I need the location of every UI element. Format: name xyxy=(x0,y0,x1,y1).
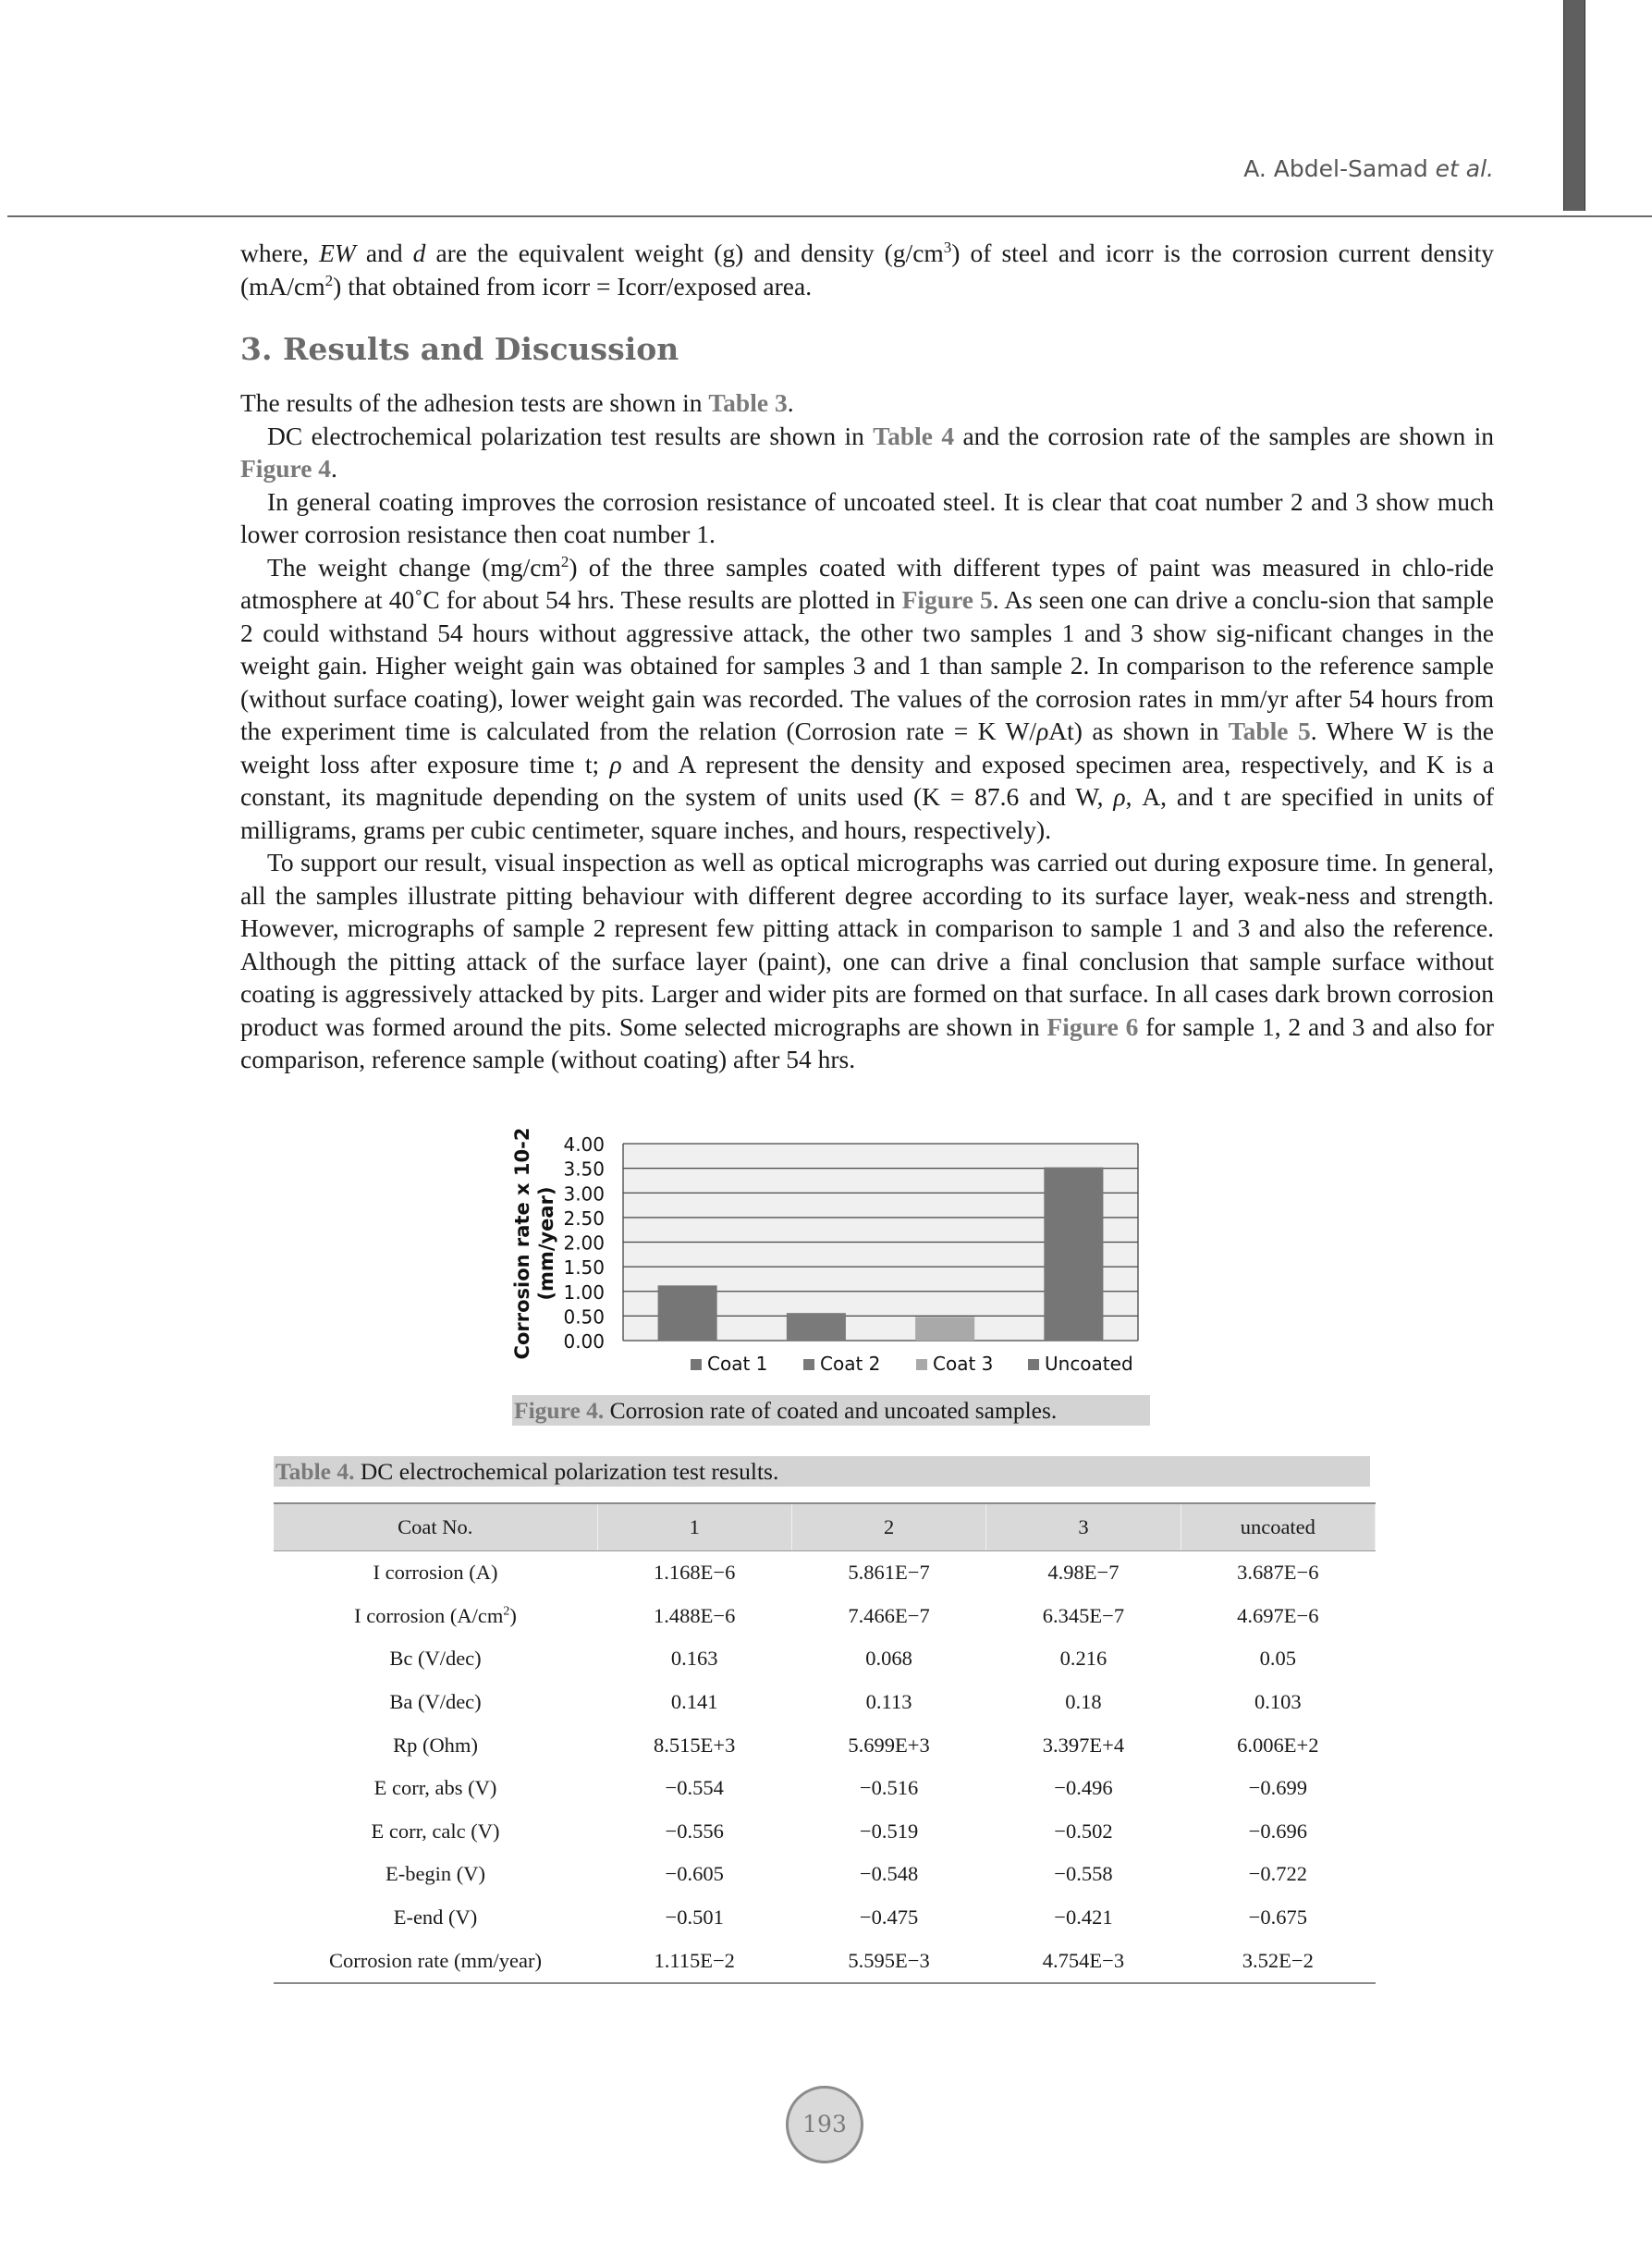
table-cell: 4.697E−6 xyxy=(1237,1603,1319,1627)
chart-gridlines xyxy=(623,1144,1138,1341)
table-cell: −0.475 xyxy=(859,1905,919,1930)
chart-ylabel-line1: Corrosion rate x 10-2 xyxy=(511,1127,533,1360)
table-cell: 0.216 xyxy=(1059,1647,1107,1671)
legend-swatch xyxy=(691,1359,702,1370)
legend-label: Coat 1 xyxy=(707,1353,768,1375)
table-cell: 0.163 xyxy=(670,1647,718,1671)
chart-y-tick-label: 4.00 xyxy=(563,1133,605,1156)
intro-paragraph-block xyxy=(240,237,1494,302)
column-header: uncoated xyxy=(1181,1503,1375,1551)
table-cell: 4.98E−7 xyxy=(1047,1561,1120,1585)
row-label: Bc (V/dec) xyxy=(389,1647,482,1671)
row-label: E corr, calc (V) xyxy=(371,1819,500,1843)
table-cell: 5.595E−3 xyxy=(791,1939,985,1983)
table-cell: −0.501 xyxy=(665,1905,724,1930)
table-cell: −0.421 xyxy=(1054,1905,1113,1930)
table-cell: 0.113 xyxy=(865,1690,912,1714)
table-cell: 4.754E−3 xyxy=(986,1939,1181,1983)
table-4-link[interactable]: Table 4 xyxy=(873,421,955,450)
row-label: E-begin (V) xyxy=(385,1862,486,1886)
page-number-badge: 193 xyxy=(786,2086,863,2163)
chart-ylabel-line2: (mm/year) xyxy=(535,1186,557,1301)
table-cell: −0.722 xyxy=(1248,1862,1307,1886)
table-cell: −0.605 xyxy=(665,1862,724,1886)
chart-y-tick-label: 2.00 xyxy=(563,1231,605,1255)
chart-y-tick-label: 1.00 xyxy=(563,1280,605,1304)
chart-bar-coat-3 xyxy=(915,1317,974,1341)
table-row xyxy=(274,1595,1376,1638)
figure-4-caption: Figure 4. Corrosion rate of coated and uncoated samples. xyxy=(512,1395,1150,1426)
figure-4-link[interactable]: Figure 4 xyxy=(240,454,332,483)
table-cell: 3.52E−2 xyxy=(1181,1939,1375,1983)
legend-label: Uncoated xyxy=(1045,1353,1133,1375)
paragraph-adhesion: The results of the adhesion tests are shown in Table 3. xyxy=(240,388,794,417)
section-heading: 3. Results and Discussion xyxy=(240,331,679,367)
row-label: Rp (Ohm) xyxy=(393,1733,478,1757)
table-row xyxy=(274,1637,1376,1681)
table-cell: 5.861E−7 xyxy=(848,1561,930,1585)
table-cell: 0.05 xyxy=(1259,1647,1296,1671)
table-4-caption: Table 4. DC electrochemical polarization test results. xyxy=(274,1456,1370,1487)
results-text-block xyxy=(240,386,1494,1076)
chart-y-tick-label: 1.50 xyxy=(563,1256,605,1280)
table-cell: −0.696 xyxy=(1248,1819,1307,1843)
table-cell: 1.115E−2 xyxy=(597,1939,791,1983)
table-cell: 7.466E−7 xyxy=(848,1603,930,1627)
table-cell: −0.558 xyxy=(1054,1862,1113,1886)
chart-y-tick-label: 0.50 xyxy=(563,1305,605,1329)
chart-y-ticks xyxy=(563,1133,605,1353)
polarization-results-table xyxy=(274,1502,1376,1984)
table-header-row xyxy=(274,1503,1376,1551)
table-row xyxy=(274,1551,1376,1595)
chart-bar-coat-2 xyxy=(787,1313,846,1341)
table-5-link[interactable]: Table 5 xyxy=(1228,717,1311,745)
chart-plot-area xyxy=(623,1144,1138,1341)
table-row xyxy=(274,1896,1376,1940)
chart-legend xyxy=(691,1353,1133,1375)
legend-label: Coat 3 xyxy=(933,1353,994,1375)
table-cell: 6.006E+2 xyxy=(1237,1733,1319,1757)
legend-swatch xyxy=(916,1359,927,1370)
column-header: 3 xyxy=(986,1503,1181,1551)
table-cell: −0.699 xyxy=(1248,1776,1307,1800)
table-cell: 0.103 xyxy=(1254,1690,1302,1714)
legend-label: Coat 2 xyxy=(820,1353,881,1375)
chart-bars xyxy=(658,1168,1104,1341)
figure-5-link[interactable]: Figure 5 xyxy=(901,585,993,614)
table-cell: −0.548 xyxy=(859,1862,919,1886)
table-row xyxy=(274,1681,1376,1724)
author-name: A. Abdel-Samad xyxy=(1243,155,1436,182)
table-body xyxy=(274,1551,1376,1983)
table-row xyxy=(274,1723,1376,1767)
table-cell: 5.699E+3 xyxy=(848,1733,930,1757)
paragraph-polarization: DC electrochemical polarization test results are shown in Table 4 and the corrosion rate of the samples are shown in Figure 4. xyxy=(240,421,1494,483)
chart-bar-coat-1 xyxy=(658,1285,717,1341)
column-header-coat-no: Coat No. xyxy=(274,1503,597,1551)
column-header: 2 xyxy=(791,1503,985,1551)
table-row xyxy=(274,1810,1376,1854)
row-label: I corrosion (A) xyxy=(373,1561,498,1585)
chart-bar-uncoated xyxy=(1044,1168,1103,1341)
chart-y-tick-label: 2.50 xyxy=(563,1207,605,1230)
legend-swatch xyxy=(803,1359,814,1370)
chart-y-tick-label: 3.00 xyxy=(563,1182,605,1206)
table-cell: −0.675 xyxy=(1248,1905,1307,1930)
row-label: E corr, abs (V) xyxy=(373,1776,497,1800)
chart-y-tick-label: 0.00 xyxy=(563,1330,605,1353)
table-cell: 6.345E−7 xyxy=(1042,1603,1125,1627)
table-row xyxy=(274,1939,1376,1983)
table-cell: 1.488E−6 xyxy=(654,1603,736,1627)
chart-y-tick-label: 3.50 xyxy=(563,1158,605,1181)
table-3-link[interactable]: Table 3 xyxy=(708,388,788,417)
row-label: Corrosion rate (mm/year) xyxy=(274,1939,597,1983)
column-header: 1 xyxy=(597,1503,791,1551)
paragraph-micrographs: To support our result, visual inspection as well as optical micrographs was carried out during exposure time. In general, all the samples illustrate pitting behaviour with different degree according to its surface layer, weak-ness and strength. However, micrographs of sample 2 represent few pitting attack in comparison to sample 1 and 3 and also the reference. Although the pitting attack of the surface layer (paint), one can drive a final conclusion that sample surface without coating is aggressively attacked by pits. Larger and wider pits are formed on that surface. In all cases dark brown corrosion product was formed around the pits. Some selected micrographs are shown in Figure 6 for sample 1, 2 and 3 and also for comparison, reference sample (without coating) after 54 hrs. xyxy=(240,848,1494,1073)
table-cell: 3.687E−6 xyxy=(1237,1561,1319,1585)
table-cell: −0.554 xyxy=(665,1776,724,1800)
row-label: Ba (V/dec) xyxy=(389,1690,482,1714)
table-cell: 3.397E+4 xyxy=(1042,1733,1125,1757)
table-cell: −0.556 xyxy=(665,1819,724,1843)
table-cell: −0.519 xyxy=(859,1819,919,1843)
table-cell: −0.502 xyxy=(1054,1819,1113,1843)
figure-6-link[interactable]: Figure 6 xyxy=(1046,1011,1139,1041)
margin-decor-bar xyxy=(1563,0,1585,211)
row-label: I corrosion $(A/cm^2)$ xyxy=(354,1603,517,1627)
row-label: E-end (V) xyxy=(393,1905,478,1930)
header-rule xyxy=(7,215,1652,217)
table-cell: 1.168E−6 xyxy=(654,1561,736,1585)
table-cell: 8.515E+3 xyxy=(654,1733,736,1757)
table-cell: −0.516 xyxy=(859,1776,919,1800)
table-cell: 0.068 xyxy=(865,1647,912,1671)
paragraph-weight-change: The weight change $(mg/cm^2)$ of the three samples coated with different types of paint was measured in chlo-ride atmosphere at 40˚C for about 54 hrs. These results are plotted in Figure 5. As seen one can drive a conclu-sion that sample 2 could withstand 54 hours without aggressive attack, the other two samples 1 and 3 show sig-nificant changes in the weight gain. Higher weight gain was obtained for samples 3 and 1 than sample 2. In comparison to the reference sample (without surface coating), lower weight gain was recorded. The values of the corrosion rates in mm/yr after 54 hours from the experiment time is calculated from the relation (Corrosion rate = K W/ρAt) as shown in Table 5. Where W is the weight loss after exposure time t; ρ and A represent the density and exposed specimen area, respectively, and K is a constant, its magnitude depending on the system of units used (K = 87.6 and W, ρ, A, and t are specified in units of milligrams, grams per cubic centimeter, square inches, and hours, respectively). xyxy=(240,552,1495,844)
running-header-author xyxy=(1243,155,1494,182)
legend-swatch xyxy=(1028,1359,1039,1370)
table-cell: 0.141 xyxy=(670,1690,718,1714)
table-cell: −0.496 xyxy=(1054,1776,1113,1800)
table-row xyxy=(274,1853,1376,1896)
intro-paragraph: where, EW and d are the equivalent weight (g) and density $(g/cm^3)$ of steel and icorr is the corrosion current density $(mA/cm^2)$ that obtained from icorr = Icorr/exposed area. xyxy=(240,238,1495,300)
table-row xyxy=(274,1767,1376,1810)
author-etal: et al. xyxy=(1435,155,1494,182)
paragraph-coating: In general coating improves the corrosion resistance of uncoated steel. It is clear that coat number 2 and 3 show much lower corrosion resistance then coat number 1. xyxy=(240,486,1494,548)
table-cell: 0.18 xyxy=(1065,1690,1102,1714)
